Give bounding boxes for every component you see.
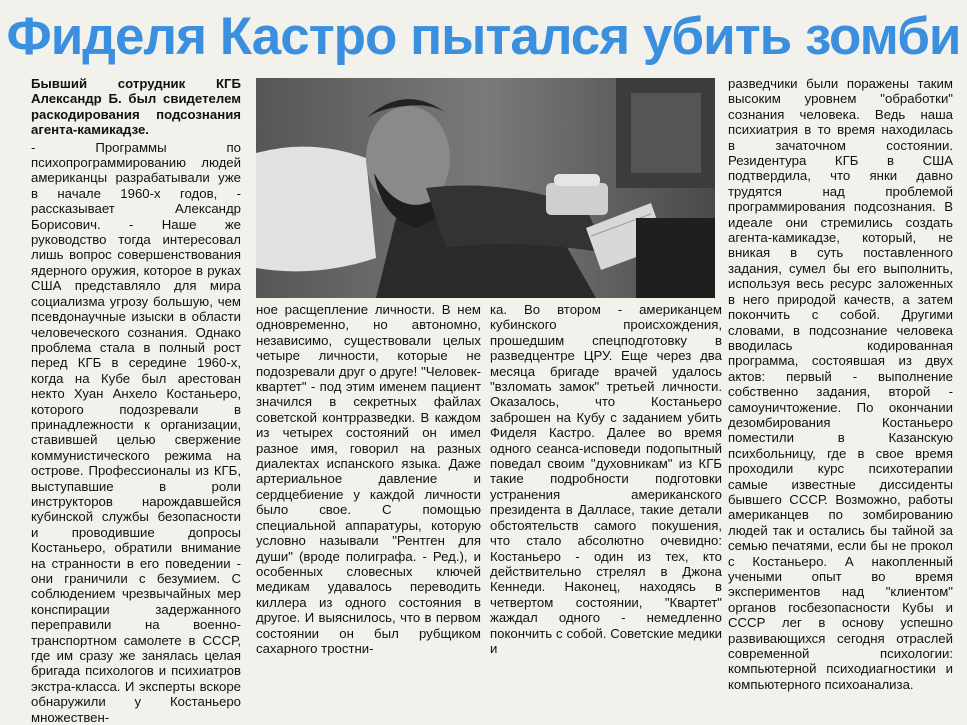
photo-image	[256, 78, 715, 298]
article-column-3	[490, 302, 722, 656]
article-column-4	[728, 76, 953, 692]
column-4-text: разведчики были поражены таким высоким уровнем "обработки" сознания человека. Ведь наша психиатрия в то время находилась в зачаточном состоянии. Резидентура КГБ в США подтвердила, что янки давно трудятся над проблемой программирования подсознания. В идеале они стремились создать агента-камикадзе, который, не вникая в суть поставленного задания, сумел бы его выполнить, используя весь ресурс заложенных в него природой качеств, а затем покончить с собой. Другими словами, в подсознание человека вводилась кодированная программа, состоявшая из двух актов: первый - выполнение собственно задания, второй - самоуничтожение. По окончании дезомбирования Костаньеро поместили в Казанскую психбольницу, где в свое время проходили курс психотерапии самые известные диссиденты бывшего СССР. Возможно, работы американцев по зомбированию людей так и остались бы тайной за семью печатями, если бы не прокол с Костаньеро. А накопленный учеными опыт во время экспериментов над "клиентом" органов госбезопасности Кубы и СССР лег в основу успешно развивающихся сегодня отраслей современной психологии: компьютерной психодиагностики и компьютерного психоанализа.	[728, 76, 953, 692]
castro-photo	[256, 78, 715, 298]
article-lead: Бывший сотрудник КГБ Александр Б. был свидетелем раскодирования подсознания агента-камикадзе.	[31, 76, 241, 138]
column-2-text: ное расщепление личности. В нем одновременно, но автономно, независимо, существовали целых четыре личности, которые не подозревали друг о друге! "Человек-квартет" - под этим именем пациент значился в секретных файлах советской контрразведки. В каждом из четырех состояний он имел разное имя, говорил на разных диалектах испанского языка. Даже артериальное давление и сердцебиение у каждой личности было свое. С помощью специальной аппаратуры, которую условно называли "Рентген для души" (вроде полиграфа. - Ред.), и особенных словесных ключей медикам удавалось переводить киллера из одного состояния в другое. И выяснилось, что в первом состоянии он был рубщиком сахарного тростни-	[256, 302, 481, 656]
article-column-2	[256, 302, 481, 656]
article-headline: Фиделя Кастро пытался убить зомби	[6, 7, 961, 66]
column-1-text: - Программы по психопрограммированию людей американцы разрабатывали уже в начале 1960-х годов, - рассказывает Александр Борисович. - Наше же руководство тогда интересовал лишь вопрос совершенствования ядерного оружия, которое в руках США представляло для мира социализма угрозу большую, чем псевдонаучные изыски в области человеческого сознания. Однако проблема стала в полный рост перед КГБ в середине 1960-х, когда на Кубе был арестован некто Хуан Анхело Костаньеро, которого подозревали в принадлежности к организации, ставившей целью свержение коммунистического режима на острове. Профессионалы из КГБ, выступавшие в роли инструкторов нарождавшейся кубинской службы безопасности и проводившие допросы Костаньеро, обратили внимание на странности в его поведении - они граничили с безумием. С соблюдением чрезвычайных мер конспирации задержанного переправили на военно-транспортном самолете в СССР, где им сразу же занялась целая бригада психологов и психиатров экстра-класса. И эксперты вскоре обнаружили у Костаньеро множествен-	[31, 139, 241, 725]
column-3-text: ка. Во втором - американцем кубинского происхождения, прошедшим спецподготовку в разведцентре ЦРУ. Еще через два месяца бригаде врачей удалось "взломать замок" третьей личности. Оказалось, что Костаньеро заброшен на Кубу с заданием убить Фиделя Кастро. Далее во время одного сеанса-исповеди подопытный поведал своим "духовникам" из КГБ такие подробности подготовки устранения американского президента в Далласе, такие детали обстоятельств самого покушения, что стало абсолютно очевидно: Костаньеро - один из тех, кто действительно стрелял в Джона Кеннеди. Наконец, находясь в четвертом состоянии, "Квартет" жаждал одного - немедленно покончить с собой. Советские медики и	[490, 302, 722, 656]
article-column-1	[31, 76, 241, 725]
